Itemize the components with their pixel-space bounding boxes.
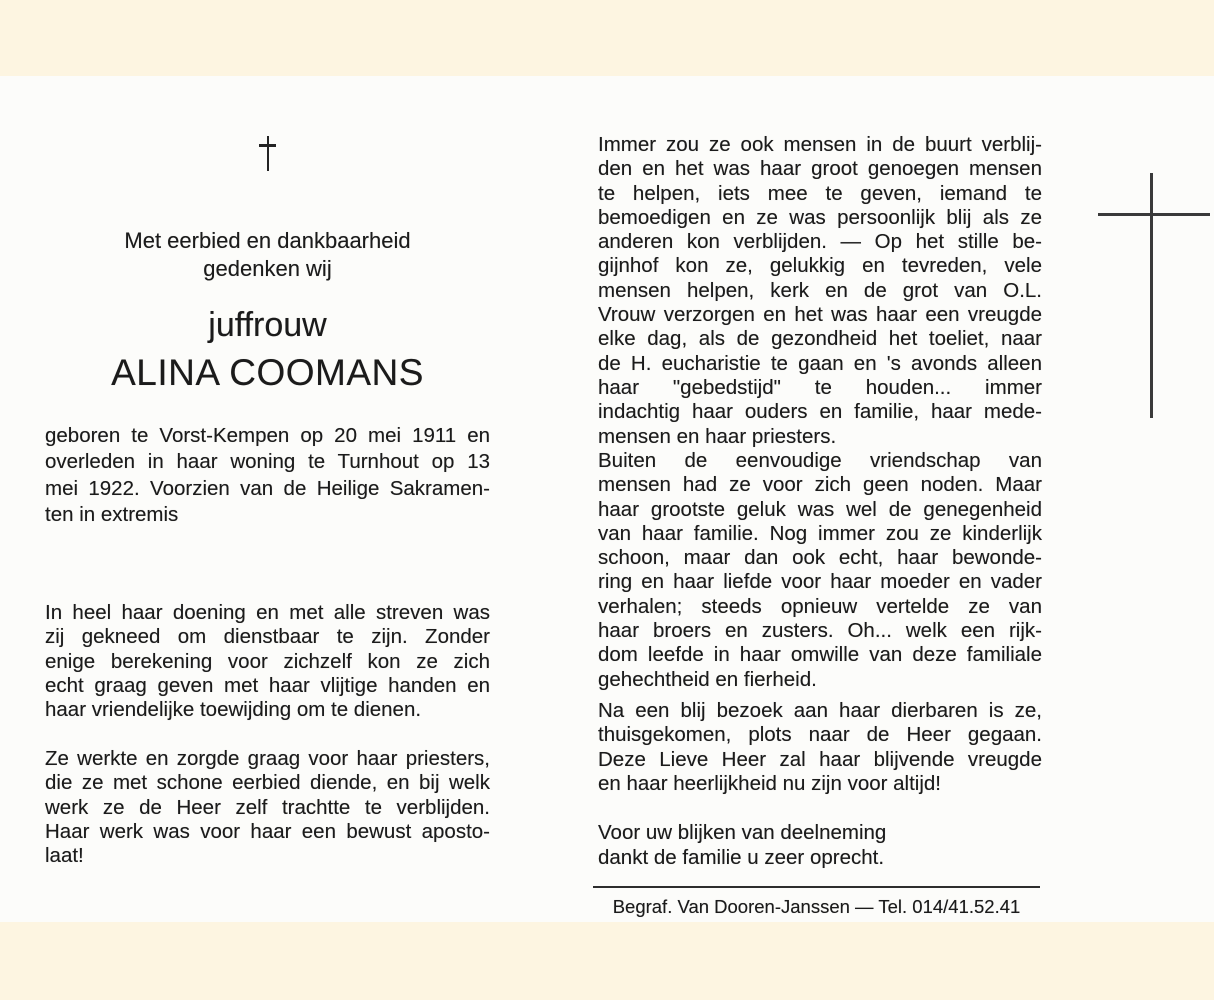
footer-divider-line — [593, 886, 1040, 888]
cross-vertical-bar — [1150, 173, 1153, 418]
cross-vertical-bar — [267, 136, 270, 171]
memorial-paragraph-right-3: Na een blij bezoek aan haar dierbaren is ze, thuisgekomen, plots naar de Heer gegaan. Deze Lieve Heer zal haar blijvende vreugde en haar heerlijkheid nu zijn voor altijd! — [598, 699, 1042, 795]
small-cross-icon — [45, 136, 490, 174]
birth-death-details: geboren te Vorst-Kempen op 20 mei 1911 en overleden in haar woning te Turnhout op 13 mei 1922. Voorzien van de Heilige Sakramen- ten in extremis — [45, 424, 490, 526]
funeral-home-credit: Begraf. Van Dooren-Janssen — Tel. 014/41.52.41 — [612, 896, 1021, 917]
memorial-paragraph-left-1: In heel haar doening en met alle streven was zij gekneed om dienstbaar te zijn. Zonder enige berekening voor zichzelf kon ze zich echt graag geven met haar vlijtige handen en haar vriendelijke toewijding om te dienen. — [45, 601, 490, 722]
card-right-page — [598, 0, 1042, 1000]
memorial-intro-text: Met eerbied en dankbaarheid gedenken wij — [124, 228, 411, 281]
card-left-page — [45, 0, 490, 1000]
deceased-name: ALINA COOMANS — [111, 352, 424, 393]
condolence-thanks-text: Voor uw blijken van deelneming dankt de familie u zeer oprecht. — [598, 821, 887, 869]
cross-horizontal-bar — [259, 144, 276, 147]
memorial-paragraph-left-2: Ze werkte en zorgde graag voor haar priesters, die ze met schone eerbied diende, en bij welk werk ze de Heer zelf trachtte te verblijden. Haar werk was voor haar een bewust aposto- laat! — [45, 747, 490, 868]
memorial-paragraph-right-2: Buiten de eenvoudige vriendschap van mensen had ze voor zich geen noden. Maar haar grootste geluk was wel de genegenheid van haar familie. Nog immer zou ze kinderlijk schoon, maar dan ook echt, haar bewonde- ring en haar liefde voor haar moeder en vader verhalen; steeds opnieuw vertelde ze van haar broers en zusters. Oh... welk een rijk- dom leefde in haar omwille van deze familiale gehechtheid en fierheid. — [598, 449, 1042, 691]
honorific-title: juffrouw — [208, 306, 327, 344]
cross-horizontal-bar — [1098, 213, 1210, 216]
memorial-paragraph-right-1: Immer zou ze ook mensen in de buurt verblij- den en het was haar groot genoegen mensen te helpen, iets mee te geven, iemand te bemoedigen en ze was persoonlijk blij als ze anderen kon verblijden. — Op het stille be- gijnhof kon ze, gelukkig en tevreden, vele mensen helpen, kerk en de grot van O.L. Vrouw verzorgen en het was haar een vreugde elke dag, als de gezondheid het toeliet, naar de H. eucharistie te gaan en 's avonds alleen haar "gebedstijd" te houden... immer indachtig haar ouders en familie, haar mede- mensen en haar priesters. — [598, 133, 1042, 448]
